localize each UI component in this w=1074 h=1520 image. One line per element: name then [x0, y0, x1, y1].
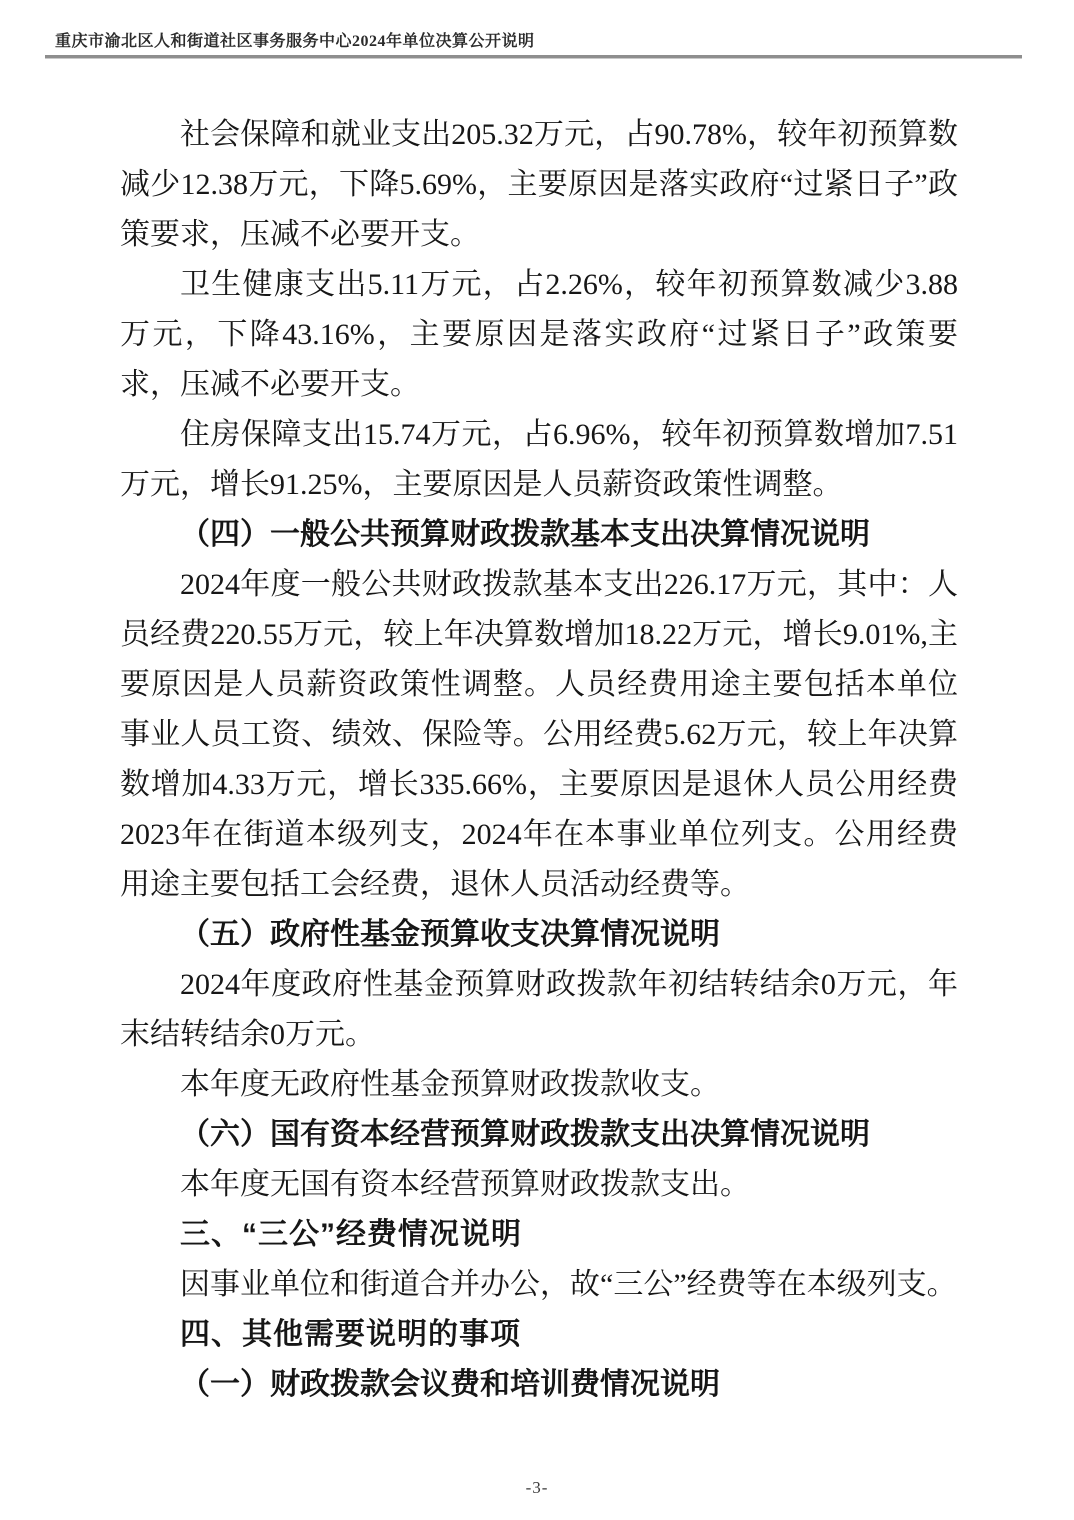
- heading-part-4-other-matters: 四、其他需要说明的事项: [180, 1318, 521, 1351]
- document-body: [120, 110, 958, 1410]
- page-footer: [0, 1478, 1074, 1498]
- heading-section-6-state-capital: （六）国有资本经营预算财政拨款支出决算情况说明: [180, 1118, 870, 1151]
- heading-part-3-three-public-funds: 三、“三公”经费情况说明: [180, 1218, 522, 1251]
- paragraph-three-public-funds-note: 因事业单位和街道合并办公，故“三公”经费等在本级列支。: [180, 1268, 957, 1301]
- paragraph-basic-expenditure-detail: 2024年度一般公共财政拨款基本支出226.17万元，其中：人员经费220.55万元，较上年决算数增加18.22万元，增长9.01%,主要原因是人员薪资政策性调整。人员经费用途主要包括本单位事业人员工资、绩效、保险等。公用经费5.62万元，较上年决算数增加4.33万元，增长335.66%，主要原因是退休人员公用经费2023年在街道本级列支，2024年在本事业单位列支。公用经费用途主要包括工会经费，退休人员活动经费等。: [120, 568, 958, 901]
- paragraph-no-state-capital: 本年度无国有资本经营预算财政拨款支出。: [180, 1168, 750, 1201]
- paragraph-social-security-expenditure: 社会保障和就业支出205.32万元，占90.78%，较年初预算数减少12.38万元，下降5.69%，主要原因是落实政府“过紧日子”政策要求，压减不必要开支。: [120, 118, 958, 251]
- header-divider: [45, 55, 1022, 59]
- document-header-title: 重庆市渝北区人和街道社区事务服务中心2024年单位决算公开说明: [55, 33, 535, 50]
- paragraph-housing-expenditure: 住房保障支出15.74万元，占6.96%，较年初预算数增加7.51万元，增长91.25%，主要原因是人员薪资政策性调整。: [120, 418, 958, 501]
- paragraph-government-fund-balance: 2024年度政府性基金预算财政拨款年初结转结余0万元，年末结转结余0万元。: [120, 968, 958, 1051]
- paragraph-no-government-fund: 本年度无政府性基金预算财政拨款收支。: [180, 1068, 720, 1101]
- page-number: -3-: [525, 1478, 549, 1497]
- paragraph-health-expenditure: 卫生健康支出5.11万元，占2.26%，较年初预算数减少3.88万元，下降43.16%，主要原因是落实政府“过紧日子”政策要求，压减不必要开支。: [120, 268, 958, 401]
- heading-section-5-government-fund: （五）政府性基金预算收支决算情况说明: [180, 918, 720, 951]
- heading-section-1-meeting-training-fees: （一）财政拨款会议费和培训费情况说明: [180, 1368, 720, 1401]
- heading-section-4-basic-expenditure: （四）一般公共预算财政拨款基本支出决算情况说明: [180, 518, 870, 551]
